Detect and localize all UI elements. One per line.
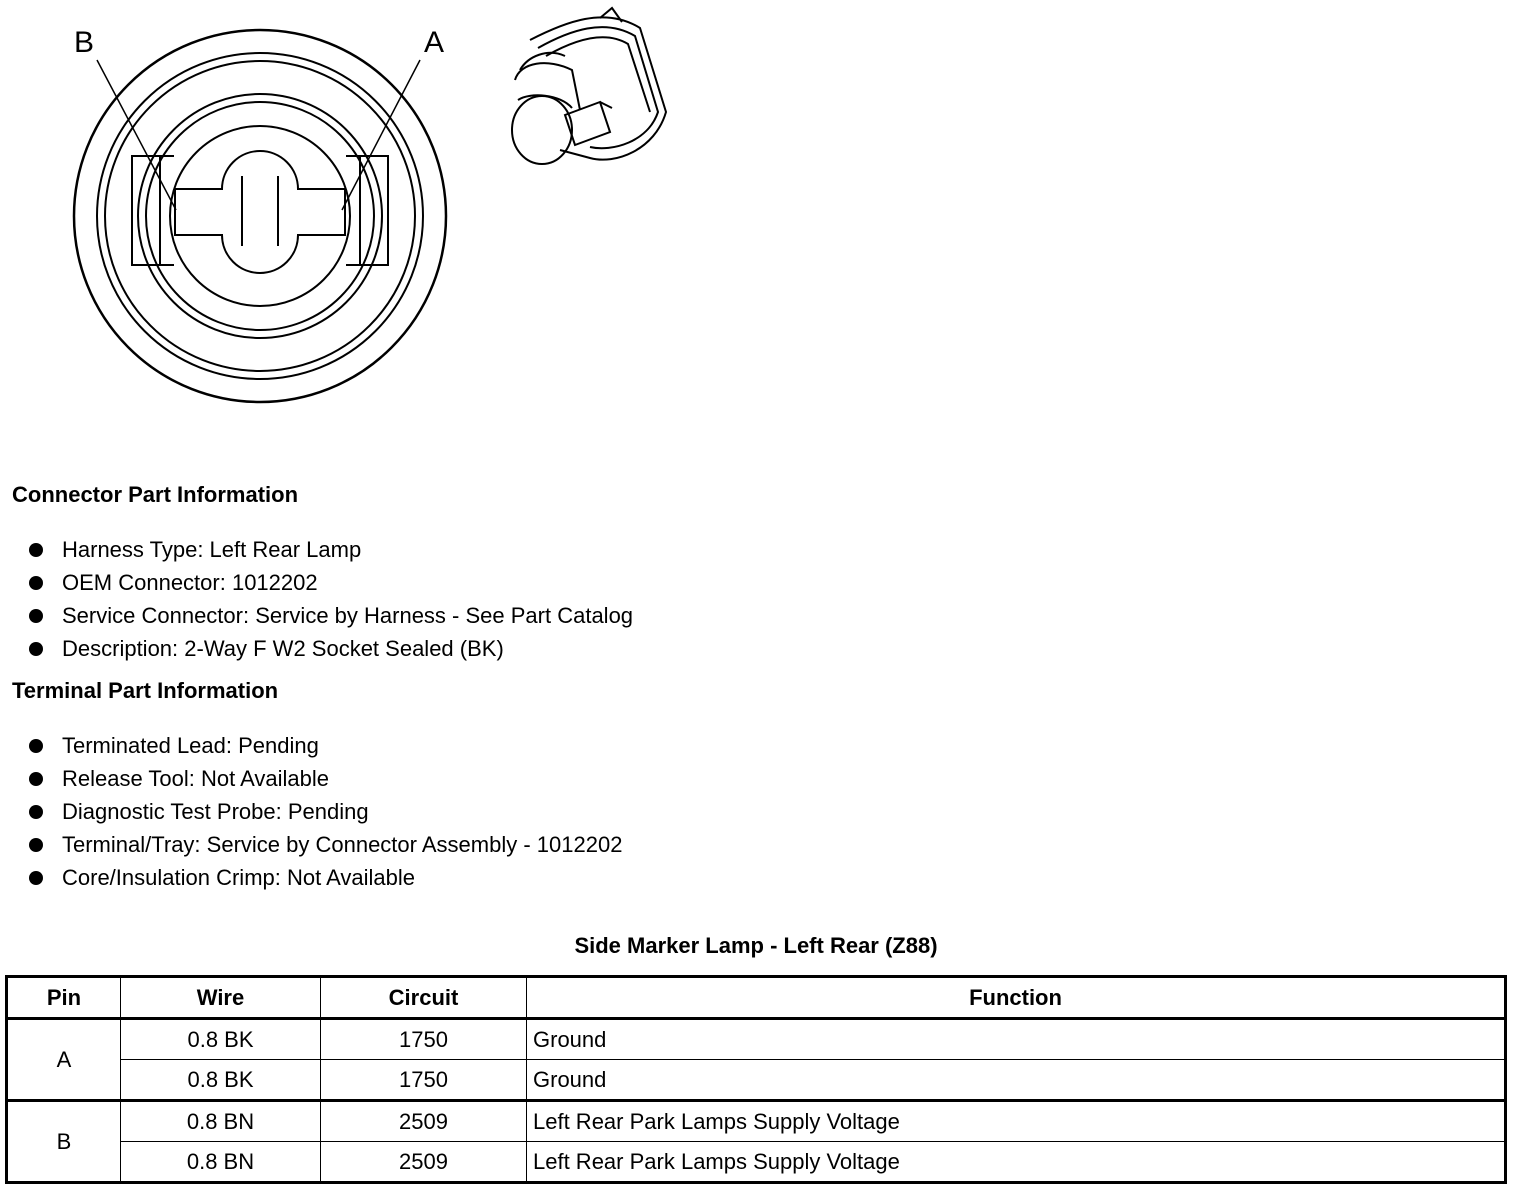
terminal-part-information-list <box>0 729 622 894</box>
header-circuit: Circuit <box>321 977 527 1019</box>
leader-line-b <box>97 60 176 210</box>
list-item-text: OEM Connector: 1012202 <box>62 570 318 595</box>
wire-cell: 0.8 BN <box>121 1101 321 1142</box>
function-cell: Ground <box>527 1060 1506 1101</box>
circuit-cell: 1750 <box>321 1019 527 1060</box>
list-item-text: Harness Type: Left Rear Lamp <box>62 537 362 562</box>
list-item-text: Core/Insulation Crimp: Not Available <box>62 865 415 890</box>
function-cell: Left Rear Park Lamps Supply Voltage <box>527 1142 1506 1183</box>
list-item <box>0 599 633 632</box>
circuit-cell: 2509 <box>321 1142 527 1183</box>
list-item-text: Terminated Lead: Pending <box>62 733 319 758</box>
connector-inner-ring <box>170 126 350 306</box>
terminal-part-information-heading: Terminal Part Information <box>12 678 279 703</box>
connector-drawing <box>0 0 700 420</box>
header-function: Function <box>527 977 1506 1019</box>
bullet-icon <box>29 609 43 623</box>
list-item <box>0 762 622 795</box>
pin-label-a: A <box>424 26 445 59</box>
connector-part-information-heading: Connector Part Information <box>12 482 299 507</box>
list-item <box>0 729 622 762</box>
function-cell: Ground <box>527 1019 1506 1060</box>
list-item <box>0 861 622 894</box>
list-item-text: Diagnostic Test Probe: Pending <box>62 799 369 824</box>
list-item <box>0 533 633 566</box>
bullet-icon <box>29 543 43 557</box>
bullet-icon <box>29 642 43 656</box>
list-item <box>0 566 633 599</box>
header-wire: Wire <box>121 977 321 1019</box>
connector-outer-ring <box>74 30 446 402</box>
connector-ring-3 <box>105 61 415 371</box>
bullet-icon <box>29 739 43 753</box>
circuit-cell: 1750 <box>321 1060 527 1101</box>
list-item-text: Description: 2-Way F W2 Socket Sealed (BK) <box>62 636 504 661</box>
list-item-text: Service Connector: Service by Harness - See Part Catalog <box>62 603 634 628</box>
wire-cell: 0.8 BN <box>121 1142 321 1183</box>
bullet-icon <box>29 772 43 786</box>
terminal-blade <box>175 151 345 273</box>
bullet-icon <box>29 576 43 590</box>
pin-cell: A <box>7 1019 121 1101</box>
pinout-table <box>5 975 1507 1184</box>
list-item-text: Release Tool: Not Available <box>62 766 330 791</box>
circuit-cell: 2509 <box>321 1101 527 1142</box>
list-item <box>0 828 622 861</box>
bullet-icon <box>29 805 43 819</box>
connector-part-information-list <box>0 533 633 665</box>
wire-cell: 0.8 BK <box>121 1060 321 1101</box>
connector-ring-5 <box>146 102 374 330</box>
table-row <box>7 1142 1506 1183</box>
table-row <box>7 1019 1506 1060</box>
pin-cell: B <box>7 1101 121 1183</box>
list-item <box>0 632 633 665</box>
table-row <box>7 1060 1506 1101</box>
wire-cell: 0.8 BK <box>121 1019 321 1060</box>
function-cell: Left Rear Park Lamps Supply Voltage <box>527 1101 1506 1142</box>
bullet-icon <box>29 838 43 852</box>
table-row <box>7 1101 1506 1142</box>
header-pin: Pin <box>7 977 121 1019</box>
table-title: Side Marker Lamp - Left Rear (Z88) <box>574 933 938 958</box>
pin-label-b: B <box>74 26 95 59</box>
list-item-text: Terminal/Tray: Service by Connector Assembly - 1012202 <box>62 832 623 857</box>
bullet-icon <box>29 871 43 885</box>
list-item <box>0 795 622 828</box>
table-header-row <box>7 977 1506 1019</box>
connector-isometric-view <box>512 8 666 164</box>
